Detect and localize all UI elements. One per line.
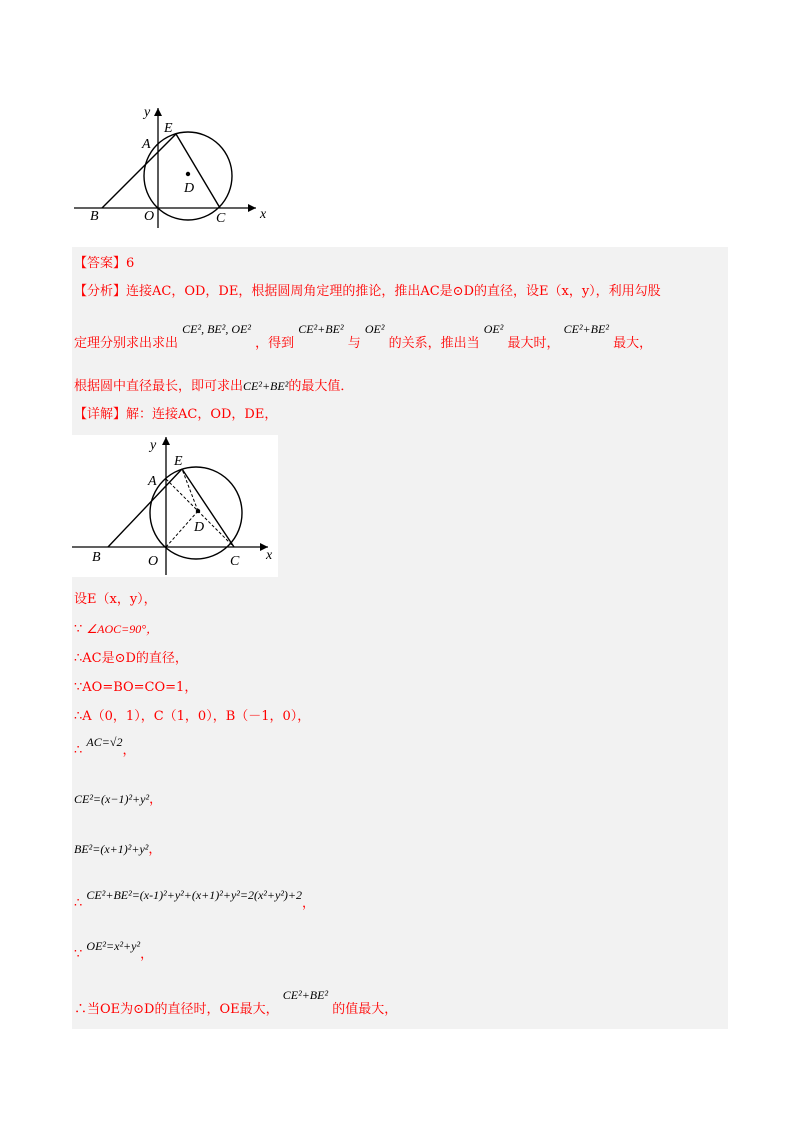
label-d: D <box>184 181 195 196</box>
solution-panel <box>72 247 728 1029</box>
because-symbol: ∵ <box>74 947 83 962</box>
analysis-text-1: 连接AC，OD，DE，根据圆周角定理的推论，推出AC是⊙D的直径，设E（x，y），利用勾股 <box>126 284 661 299</box>
analysis-text-2e: 最大时， <box>507 336 560 351</box>
oe-squared-equation: OE²=x²+y² <box>86 939 141 953</box>
label-e: E <box>164 121 173 136</box>
detail-step-8 <box>74 841 161 858</box>
geometry-figure-top <box>72 100 272 230</box>
detail-step-2-expr: ∠AOC=90°， <box>86 622 159 636</box>
detail-step-2 <box>74 621 158 638</box>
label-c: C <box>216 211 226 226</box>
analysis-line-3 <box>74 378 353 395</box>
label-e: E <box>174 454 183 469</box>
answer-line <box>74 256 134 272</box>
detail-step-9 <box>74 888 316 912</box>
therefore-symbol: ∴ <box>74 743 83 758</box>
detail-step-6-end: ， <box>122 743 136 758</box>
detail-step-11 <box>74 988 398 1018</box>
be-squared-equation: BE²=(x+1)²+y² <box>74 842 149 856</box>
therefore-symbol: ∴ <box>74 896 83 911</box>
detail-intro: 解：连接AC，OD，DE， <box>126 407 278 422</box>
analysis-expr-2: CE²+BE² <box>298 322 344 336</box>
analysis-line-1 <box>74 284 661 300</box>
label-c: C <box>230 554 240 569</box>
detail-step-5: ∴A（0，1），C（1，0），B（－1，0）， <box>74 709 311 724</box>
label-o: O <box>144 209 155 224</box>
analysis-expr-3: OE² <box>364 322 385 336</box>
analysis-text-2d: 的关系，推出当 <box>388 336 480 351</box>
detail-step-9-end: ， <box>302 896 316 911</box>
label-y: y <box>144 105 151 120</box>
geometry-figure-detail <box>72 435 278 577</box>
detail-step-10-end: ， <box>140 947 154 962</box>
label-b: B <box>90 209 99 224</box>
label-a: A <box>148 474 157 489</box>
analysis-expr-1: CE², BE², OE² <box>182 322 251 336</box>
analysis-text-2b: ，得到 <box>255 336 295 351</box>
ac-equation: AC=√2 <box>86 735 123 749</box>
analysis-text-2c: 与 <box>347 336 361 351</box>
analysis-line-2 <box>74 322 653 352</box>
analysis-expr-4: OE² <box>483 322 504 336</box>
analysis-expr-6: CE²+BE² <box>243 379 289 393</box>
detail-tag: 【详解】 <box>74 407 127 422</box>
detail-step-6 <box>74 735 136 759</box>
detail-step-11-text: ∴当OE为⊙D的直径时，OE最大， <box>74 1002 279 1017</box>
analysis-text-2f: 最大， <box>613 336 653 351</box>
detail-step-8-end: ， <box>148 842 162 857</box>
answer-value: 6 <box>126 256 135 271</box>
analysis-text-3a: 根据圆中直径最长，即可求出 <box>74 379 244 394</box>
detail-step-11-text-b: 的值最大， <box>332 1002 398 1017</box>
sum-equation: CE²+BE²=(x-1)²+y²+(x+1)²+y²=2(x²+y²)+2 <box>86 888 303 902</box>
label-o: O <box>148 554 159 569</box>
label-y: y <box>150 438 157 453</box>
label-d: D <box>194 520 205 535</box>
detail-step-10 <box>74 939 154 963</box>
analysis-tag: 【分析】 <box>74 284 127 299</box>
detail-line <box>74 407 277 423</box>
because-symbol: ∵ <box>74 622 83 637</box>
detail-step-3: ∴AC是⊙D的直径， <box>74 651 188 666</box>
label-a: A <box>142 137 151 152</box>
detail-step-7 <box>74 791 162 808</box>
detail-step-7-end: ， <box>149 792 163 807</box>
label-x: x <box>266 548 273 563</box>
ce-squared-equation: CE²=(x−1)²+y² <box>74 792 150 806</box>
detail-step-11-expr: CE²+BE² <box>282 988 329 1002</box>
answer-tag: 【答案】 <box>74 256 127 271</box>
analysis-expr-5: CE²+BE² <box>563 322 609 336</box>
label-x: x <box>260 207 267 222</box>
detail-step-4: ∵AO=BO=CO=1， <box>74 680 198 695</box>
detail-step-1: 设E（x，y）， <box>74 592 157 607</box>
analysis-text-2a: 定理分别求出求出 <box>74 336 179 351</box>
analysis-text-3b: 的最大值． <box>288 379 354 394</box>
label-b: B <box>92 550 101 565</box>
